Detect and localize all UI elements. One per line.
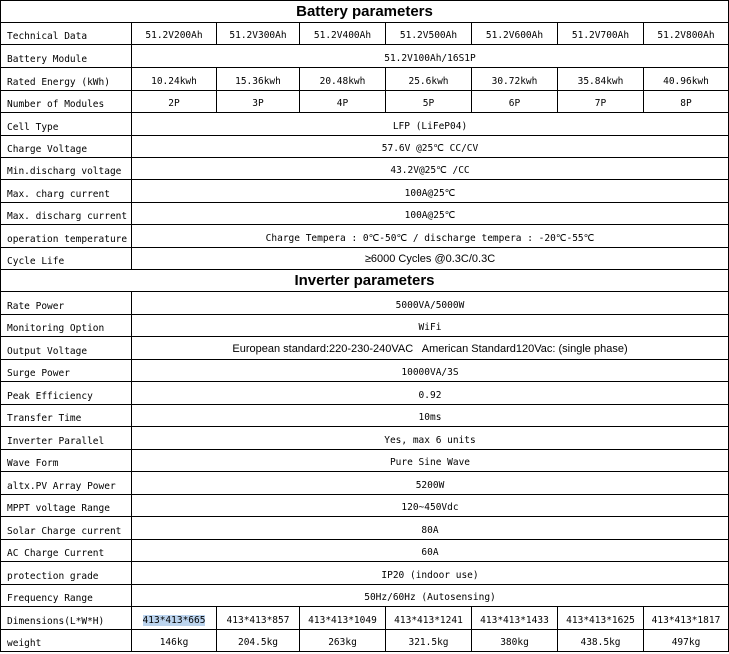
dimension-cell: 413*413*1049 <box>300 607 386 630</box>
row-frequency-range <box>1 585 729 607</box>
modules-cell: 8P <box>644 91 729 113</box>
row-label: Technical Data <box>1 23 132 45</box>
row-value: 100A@25℃ <box>132 203 729 225</box>
row-label: Max. discharg current <box>1 203 132 225</box>
row-transfer-time <box>1 405 729 427</box>
dimension-cell <box>132 607 217 630</box>
row-label: Monitoring Option <box>1 315 132 337</box>
row-value: 10ms <box>132 405 729 427</box>
row-label: Solar Charge current <box>1 517 132 540</box>
row-value: 80A <box>132 517 729 540</box>
energy-cell: 10.24kwh <box>132 68 217 91</box>
model-cell: 51.2V200Ah <box>132 23 217 45</box>
modules-cell: 5P <box>386 91 472 113</box>
row-charge-voltage <box>1 136 729 158</box>
row-label: operation temperature <box>1 225 132 248</box>
weight-cell: 380kg <box>472 630 558 652</box>
row-value: LFP (LiFeP04) <box>132 113 729 136</box>
row-value: 60A <box>132 540 729 562</box>
model-cell: 51.2V800Ah <box>644 23 729 45</box>
energy-cell: 20.48kwh <box>300 68 386 91</box>
row-value: 57.6V @25℃ CC/CV <box>132 136 729 158</box>
row-label: Output Voltage <box>1 337 132 360</box>
row-value: 51.2V100Ah/16S1P <box>132 45 729 68</box>
row-operation-temperature <box>1 225 729 248</box>
model-cell: 51.2V700Ah <box>558 23 644 45</box>
energy-cell: 30.72kwh <box>472 68 558 91</box>
battery-section-title: Battery parameters <box>1 1 729 23</box>
row-value: 120~450Vdc <box>132 495 729 517</box>
inverter-section-title: Inverter parameters <box>1 270 729 292</box>
dimension-cell: 413*413*1817 <box>644 607 729 630</box>
row-weight <box>1 630 729 652</box>
row-label: Dimensions(L*W*H) <box>1 607 132 630</box>
dimension-cell: 413*413*857 <box>217 607 300 630</box>
weight-cell: 438.5kg <box>558 630 644 652</box>
row-cell-type <box>1 113 729 136</box>
weight-cell: 263kg <box>300 630 386 652</box>
row-min-discharge-voltage <box>1 158 729 180</box>
row-label: Transfer Time <box>1 405 132 427</box>
dimension-cell: 413*413*1241 <box>386 607 472 630</box>
energy-cell: 15.36kwh <box>217 68 300 91</box>
row-label: MPPT voltage Range <box>1 495 132 517</box>
row-label: altx.PV Array Power <box>1 472 132 495</box>
weight-cell: 146kg <box>132 630 217 652</box>
model-cell: 51.2V400Ah <box>300 23 386 45</box>
modules-cell: 6P <box>472 91 558 113</box>
modules-cell: 4P <box>300 91 386 113</box>
dimension-cell: 413*413*1625 <box>558 607 644 630</box>
row-label: Frequency Range <box>1 585 132 607</box>
row-cycle-life <box>1 248 729 270</box>
row-ac-charge-current <box>1 540 729 562</box>
row-label: Surge Power <box>1 360 132 382</box>
modules-cell: 2P <box>132 91 217 113</box>
row-max-discharge-current <box>1 203 729 225</box>
row-protection-grade <box>1 562 729 585</box>
energy-cell: 40.96kwh <box>644 68 729 91</box>
row-inverter-parallel <box>1 427 729 450</box>
row-label: Inverter Parallel <box>1 427 132 450</box>
row-value: 0.92 <box>132 382 729 405</box>
row-solar-charge-current <box>1 517 729 540</box>
model-cell: 51.2V300Ah <box>217 23 300 45</box>
row-value: 5200W <box>132 472 729 495</box>
energy-cell: 25.6kwh <box>386 68 472 91</box>
row-rated-energy <box>1 68 729 91</box>
row-battery-module <box>1 45 729 68</box>
row-value: 50Hz/60Hz (Autosensing) <box>132 585 729 607</box>
row-label: Number of Modules <box>1 91 132 113</box>
row-label: Min.discharg voltage <box>1 158 132 180</box>
row-value: WiFi <box>132 315 729 337</box>
model-cell: 51.2V500Ah <box>386 23 472 45</box>
row-label: Battery Module <box>1 45 132 68</box>
row-dimensions <box>1 607 729 630</box>
row-value: 10000VA/3S <box>132 360 729 382</box>
row-rate-power <box>1 292 729 315</box>
row-label: Max. charg current <box>1 180 132 203</box>
row-mppt-voltage-range <box>1 495 729 517</box>
row-output-voltage <box>1 337 729 360</box>
row-value: European standard:220-230-240VAC American Standard120Vac: (single phase) <box>132 337 729 360</box>
modules-cell: 7P <box>558 91 644 113</box>
dimension-cell: 413*413*1433 <box>472 607 558 630</box>
row-value: Pure Sine Wave <box>132 450 729 472</box>
row-value: ≥6000 Cycles @0.3C/0.3C <box>132 248 729 270</box>
row-label: Cycle Life <box>1 248 132 270</box>
weight-cell: 321.5kg <box>386 630 472 652</box>
row-peak-efficiency <box>1 382 729 405</box>
model-cell: 51.2V600Ah <box>472 23 558 45</box>
row-label: Charge Voltage <box>1 136 132 158</box>
row-value: IP20 (indoor use) <box>132 562 729 585</box>
row-label: Rate Power <box>1 292 132 315</box>
row-label: Rated Energy (kWh) <box>1 68 132 91</box>
energy-cell: 35.84kwh <box>558 68 644 91</box>
row-value: 43.2V@25℃ /CC <box>132 158 729 180</box>
weight-cell: 497kg <box>644 630 729 652</box>
row-value: 5000VA/5000W <box>132 292 729 315</box>
row-wave-form <box>1 450 729 472</box>
row-label: weight <box>1 630 132 652</box>
modules-cell: 3P <box>217 91 300 113</box>
row-technical-data <box>1 23 729 45</box>
row-label: Wave Form <box>1 450 132 472</box>
row-label: Peak Efficiency <box>1 382 132 405</box>
row-monitoring-option <box>1 315 729 337</box>
row-surge-power <box>1 360 729 382</box>
row-max-pv-array-power <box>1 472 729 495</box>
row-number-of-modules <box>1 91 729 113</box>
row-label: Cell Type <box>1 113 132 136</box>
row-label: AC Charge Current <box>1 540 132 562</box>
row-value: Charge Tempera : 0℃-50℃ / discharge tempera : -20℃-55℃ <box>132 225 729 248</box>
row-value: 100A@25℃ <box>132 180 729 203</box>
row-value: Yes, max 6 units <box>132 427 729 450</box>
row-label: protection grade <box>1 562 132 585</box>
selected-text-highlight[interactable]: 413*413*665 <box>142 614 206 626</box>
weight-cell: 204.5kg <box>217 630 300 652</box>
row-max-charge-current <box>1 180 729 203</box>
